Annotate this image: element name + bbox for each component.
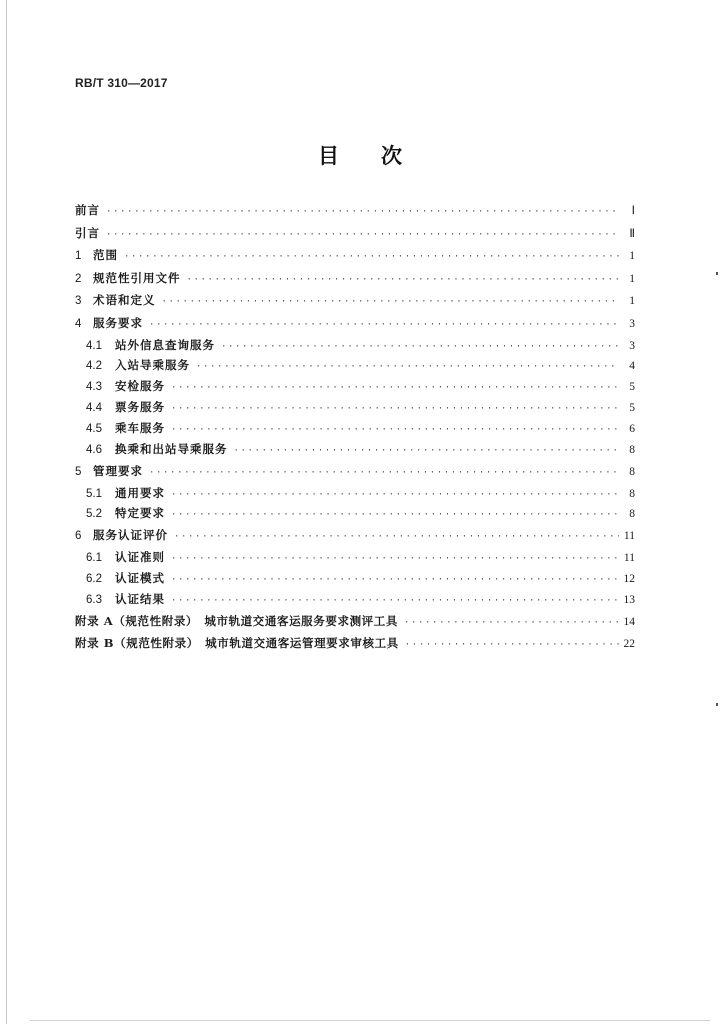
leader-dots <box>171 549 619 570</box>
toc-page-number: 13 <box>623 593 635 606</box>
page-bottom-rule <box>30 1020 710 1021</box>
toc-entry-text: 范围 <box>93 248 118 263</box>
toc-appendix-entry[interactable] <box>75 610 635 633</box>
toc-page-number: 12 <box>623 572 635 585</box>
leader-dots <box>196 357 619 378</box>
toc-page-number: 3 <box>629 339 635 352</box>
leader-dots <box>171 378 619 399</box>
toc-page-number: 8 <box>629 465 635 478</box>
toc-entry-text: 特定要求 <box>115 506 165 521</box>
toc-page-number: 8 <box>629 444 635 457</box>
toc-entry-text: 站外信息查询服务 <box>115 337 215 352</box>
toc-entry-text: 入站导乘服务 <box>115 358 190 373</box>
toc-entry-number: 4.4 <box>86 402 102 415</box>
leader-dots <box>106 201 619 224</box>
toc-entry-number: 4.1 <box>86 339 102 352</box>
toc-entry-text: 术语和定义 <box>93 293 156 308</box>
toc-subentry[interactable] <box>75 589 635 610</box>
toc-entry-text: 服务要求 <box>93 315 143 330</box>
toc-subentry[interactable] <box>75 418 635 439</box>
toc-entry-number: 5.1 <box>86 487 102 500</box>
toc-page-number: 3 <box>629 317 635 330</box>
toc-entry[interactable] <box>75 289 635 312</box>
toc-page-number: 1 <box>629 295 635 308</box>
toc-entry-text: 规范性引用文件 <box>93 270 181 285</box>
toc-page-number: 11 <box>623 551 635 564</box>
toc-entry-text: 安检服务 <box>115 379 165 394</box>
scan-speck <box>716 703 718 706</box>
toc-entry[interactable] <box>75 312 635 335</box>
toc-page-number: 5 <box>629 402 635 415</box>
toc-subentry[interactable] <box>75 483 635 504</box>
toc-entry-number: 5.2 <box>86 508 102 521</box>
toc-appendix-entry[interactable] <box>75 632 635 655</box>
toc-entry[interactable] <box>75 524 635 547</box>
toc-entry-number: 4.3 <box>86 381 102 394</box>
leader-dots <box>171 399 619 420</box>
toc-page-number: Ⅱ <box>629 227 635 240</box>
toc-page-number: 8 <box>629 508 635 521</box>
toc-page-number: 22 <box>623 638 635 651</box>
toc-entry-text: 附录 B（规范性附录） 城市轨道交通客运管理要求审核工具 <box>75 636 399 651</box>
toc-entry-number: 4 <box>75 317 82 330</box>
toc-entry-text: 通用要求 <box>115 485 165 500</box>
toc-entry-text: 乘车服务 <box>115 421 165 436</box>
leader-dots <box>234 441 620 462</box>
toc-entry-number: 1 <box>75 250 82 263</box>
toc-entry-number: 3 <box>75 295 82 308</box>
leader-dots <box>221 337 619 358</box>
toc-subentry[interactable] <box>75 503 635 524</box>
leader-dots <box>149 462 619 485</box>
toc-entry-text: 附录 A（规范性附录） 城市轨道交通客运服务要求测评工具 <box>75 613 398 628</box>
toc-entry-number: 6 <box>75 530 82 543</box>
leader-dots <box>187 269 620 292</box>
toc-entry-text: 前言 <box>75 203 100 217</box>
toc-page-number: 6 <box>629 423 635 436</box>
toc-entry-number: 6.2 <box>86 572 102 585</box>
leader-dots <box>404 612 619 635</box>
toc-title: 目次 <box>318 143 444 168</box>
toc-entry-number: 4.2 <box>86 360 102 373</box>
standard-code: RB/T 310—2017 <box>75 76 168 90</box>
toc-entry[interactable] <box>75 244 635 267</box>
toc-entry-number: 4.5 <box>86 423 102 436</box>
toc-page-number: 4 <box>629 360 635 373</box>
toc-page-number: 8 <box>629 487 635 500</box>
toc-subentry[interactable] <box>75 397 635 418</box>
toc-entry-text: 票务服务 <box>115 400 165 415</box>
leader-dots <box>171 591 619 612</box>
leader-dots <box>174 526 619 549</box>
toc-entry[interactable] <box>75 460 635 483</box>
toc-subentry[interactable] <box>75 568 635 589</box>
leader-dots <box>171 570 619 591</box>
toc-subentry[interactable] <box>75 547 635 568</box>
leader-dots <box>405 634 619 657</box>
toc-entry-text: 服务认证评价 <box>93 528 168 543</box>
toc-entry[interactable] <box>75 267 635 290</box>
toc-entry-number: 6.1 <box>86 551 102 564</box>
toc-entry[interactable] <box>75 222 635 245</box>
scan-speck <box>716 272 718 275</box>
toc-entry-number: 4.6 <box>86 444 102 457</box>
toc-entry-text: 认证结果 <box>115 591 165 606</box>
toc-entry[interactable] <box>75 199 635 222</box>
toc-subentry[interactable] <box>75 439 635 460</box>
toc-page-number: Ⅰ <box>631 205 635 217</box>
leader-dots <box>171 505 619 526</box>
toc-entry-number: 6.3 <box>86 593 102 606</box>
toc-page-number: 11 <box>623 530 635 543</box>
toc-page-number: 1 <box>629 250 635 263</box>
toc-subentry[interactable] <box>75 335 635 356</box>
toc-entry-text: 引言 <box>75 225 100 240</box>
toc-entry-text: 换乘和出站导乘服务 <box>115 442 228 457</box>
leader-dots <box>124 246 619 269</box>
toc-page-number: 5 <box>629 381 635 394</box>
leader-dots <box>149 314 619 337</box>
leader-dots <box>171 420 619 441</box>
toc-entry-number: 5 <box>75 465 82 478</box>
toc-list <box>75 199 635 655</box>
toc-page-number: 14 <box>623 615 635 628</box>
toc-page-number: 1 <box>629 272 635 285</box>
leader-dots <box>171 485 619 506</box>
toc-entry-number: 2 <box>75 272 82 285</box>
toc-subentry[interactable] <box>75 376 635 397</box>
toc-entry-text: 认证准则 <box>115 549 165 564</box>
toc-entry-text: 管理要求 <box>93 463 143 478</box>
toc-entry-text: 认证模式 <box>115 570 165 585</box>
leader-dots <box>162 291 620 314</box>
leader-dots <box>106 224 619 247</box>
toc-subentry[interactable] <box>75 355 635 376</box>
